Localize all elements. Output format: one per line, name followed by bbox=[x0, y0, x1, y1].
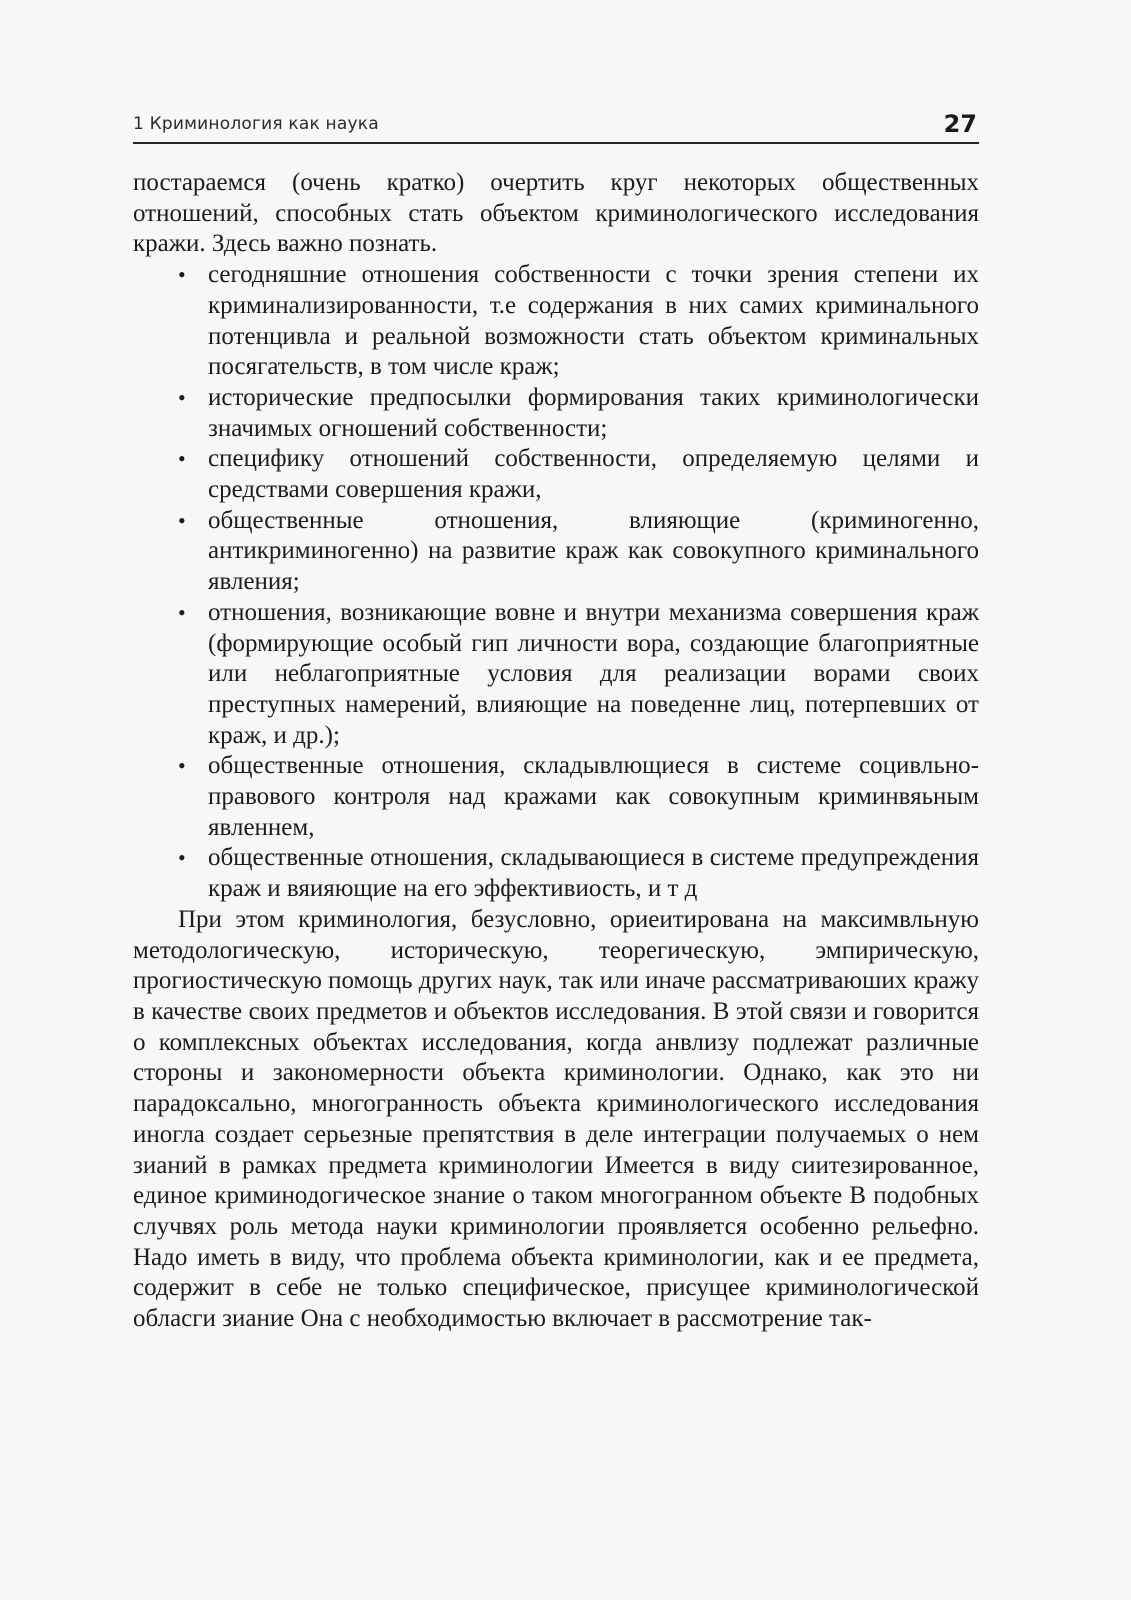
list-item: • сегодняшние отношения собственности с точки зрения степени их криминализированности, т.е содержания в них самих криминального потенцивла и реальной возможности стать объектом криминальных посягательств, в том числе краж; bbox=[178, 261, 979, 381]
body-text bbox=[133, 168, 979, 1335]
bullet-icon: • bbox=[178, 845, 186, 871]
list-item: • отношения, возникающие вовне и внутри механизма совершения краж (формирующие особый гип личности вора, создающие благоприятные или неблагоприятные условия для реализации ворами своих преступных намерений, влияющие на поведенне лиц, потерпевших от краж, и др.); bbox=[178, 598, 979, 749]
bullet-icon: • bbox=[178, 753, 186, 779]
bullet-icon: • bbox=[178, 446, 186, 472]
list-item: • общественные отношения, складывлющиеся в системе социвльно-правового контроля над кражами как совокупным криминвяьным явленнем, bbox=[178, 752, 979, 841]
bullet-icon: • bbox=[178, 384, 186, 410]
bullet-icon: • bbox=[178, 599, 186, 625]
page-number: 27 bbox=[943, 110, 977, 138]
list-item: • общественные отношения, влияющие (криминогенно, антикриминогенно) на развитие краж как совокупного криминального явления; bbox=[178, 506, 979, 596]
bullet-icon: • bbox=[178, 507, 186, 533]
bullet-icon: • bbox=[178, 262, 186, 288]
bullet-list bbox=[133, 260, 979, 905]
chapter-title: 1 Криминология как наука bbox=[133, 114, 379, 134]
running-head bbox=[133, 112, 979, 144]
list-item: • исторические предпосылки формирования таких криминологически значимых огношений собственности; bbox=[178, 383, 979, 442]
list-item: • специфику отношений собственности, определяемую целями и средствами совершения кражи, bbox=[178, 445, 979, 504]
list-item: • общественные отношения, складывающиеся в системе предупреждения краж и вяияющие на его эффективиость, и т д bbox=[178, 844, 979, 903]
closing-paragraph: При этом криминология, безусловно, ориеитирована на максимвльную методологическую, историческую, теорегическую, эмпирическую, прогиостическую помощь других наук, так или иначе рассматриваюших кражу в качестве своих предметов и объектов исследования. В этой связи и говорится о комплексных объектах исследования, когда анвлизу подлежат различные стороны и закономерности объекта криминологии. Однако, как это ни парадоксально, многогранность объекта криминологического исследования иногла создает серьезные препятствия в деле интеграции получаемых о нем зианий в рамках предмета криминологии Имеется в виду сиитезированное, единое криминодогическое знание о таком многогранном объекте В подобных случвях роль метода науки криминологии проявляется особенно рельефно. Надо иметь в виду, что проблема объекта криминологии, как и ее предмета, содержит в себе не только специфическое, присущее криминологической облаcги зиание Она с необходимостью включает в рассмотрение так- bbox=[133, 905, 980, 1333]
intro-paragraph: постараемся (очень кратко) очертить круг некоторых общественных отношений, способных стать объектом криминологического исследования кражи. Здесь важно познать. bbox=[133, 169, 979, 258]
